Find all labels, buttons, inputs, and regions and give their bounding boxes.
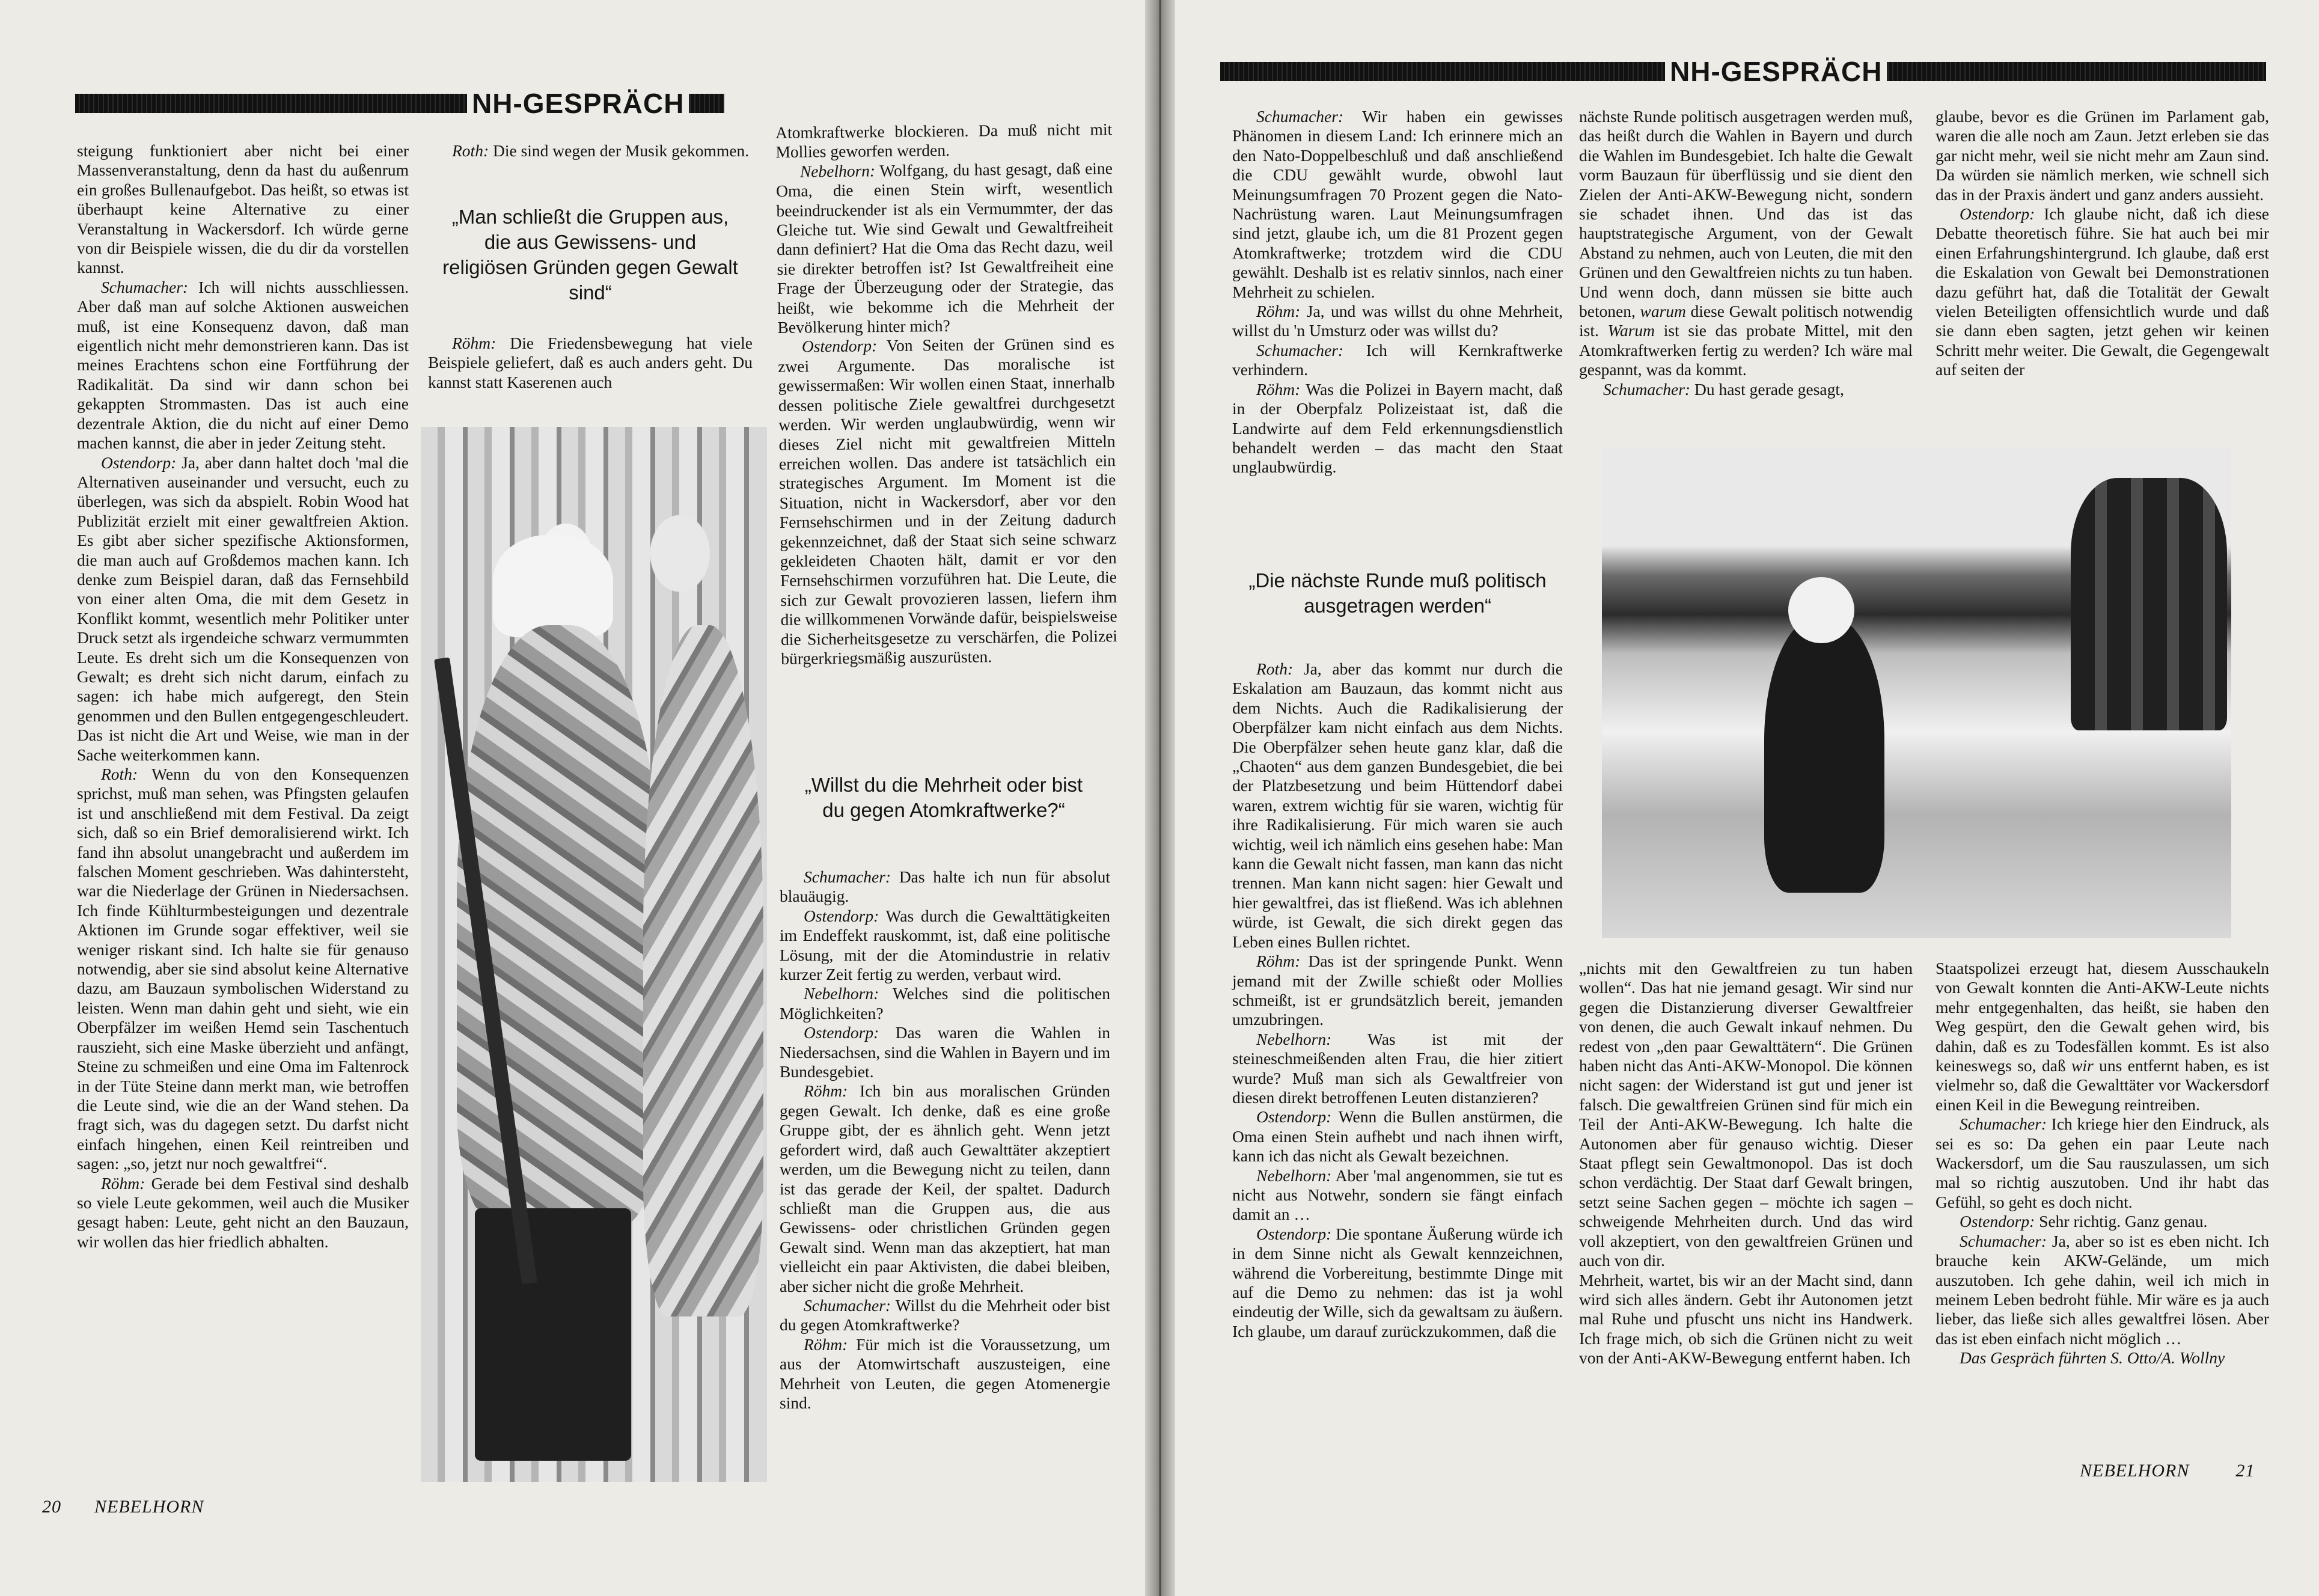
speaker-name: Röhm: bbox=[804, 1081, 848, 1101]
speaker-name: Nebelhorn: bbox=[1256, 1166, 1332, 1185]
left-column-3-top bbox=[775, 120, 1117, 668]
paragraph: Röhm: Das ist der springende Punkt. Wenn jemand mit der Zwille schießt oder Mollies schmeißt, ist er grundsätzlich bereit, jemanden umzubringen. bbox=[1232, 952, 1563, 1029]
speaker-name: Schumacher: bbox=[1960, 1231, 2047, 1250]
right-column-3-top bbox=[1936, 107, 2269, 380]
speaker-name: Ostendorp: bbox=[804, 1023, 879, 1042]
paragraph: Ostendorp: Sehr richtig. Ganz genau. bbox=[1960, 1212, 2208, 1231]
paragraph: Röhm: Ich bin aus moralischen Gründen gegen Gewalt. Ich denke, daß es eine große Gruppe gibt, der es ähnlich geht. Wenn jetzt gefordert wird, daß auch Gewalttäter akzeptiert werden, um die Bewegung nicht zu teilen, dann ist das gerade der Keil, der spaltet. Dadurch schließt man die Gruppen aus, die aus Gewissens- oder christlichen Gründen gegen Gewalt sind. Wenn man das akzeptiert, hat man vielleicht ein paar Aktivisten, die dabei bleiben, aber sicher nicht die große Mehrheit. bbox=[780, 1081, 1110, 1295]
speaker-name: Schumacher: bbox=[101, 277, 189, 296]
right-page-number: 21 bbox=[2235, 1461, 2255, 1481]
paragraph: Ostendorp: Was durch die Gewalttätigkeiten im Endeffekt rauskommt, ist, daß eine politische Lösung, mit der die Atomindustrie in relativ kurzer Zeit fertig zu werden, verbaut wird. bbox=[780, 906, 1110, 984]
left-column-2-middle bbox=[428, 334, 753, 392]
paragraph: Roth: Die sind wegen der Musik gekommen. bbox=[452, 141, 750, 160]
speaker-name: Röhm: bbox=[804, 1335, 848, 1354]
speaker-name: Ostendorp: bbox=[101, 453, 177, 472]
paragraph: Röhm: Gerade bei dem Festival sind deshalb so viele Leute gekommen, weil auch die Musiker gesagt haben: Leute, geht nicht an den Bauzaun, wir wollen das hier friedlich abhalten. bbox=[77, 1173, 409, 1251]
paragraph: Ostendorp: Wenn die Bullen anstürmen, die Oma einen Stein aufhebt und nach ihnen wirft, kann ich das nicht als Gewalt bezeichnen. bbox=[1232, 1107, 1563, 1166]
right-folio bbox=[2080, 1461, 2255, 1481]
photo-figure-second bbox=[643, 625, 763, 1316]
paragraph: Nebelhorn: Aber 'mal angenommen, sie tut es nicht aus Notwehr, sondern sie fängt einfach damit an … bbox=[1232, 1166, 1563, 1224]
right-header-title: NH-GESPRÄCH bbox=[1665, 57, 1887, 86]
paragraph: glaube, bevor es die Grünen im Parlament gab, waren die alle noch am Zaun. Jetzt erleben sie das gar nicht mehr, weil sie nicht mehr am Zaun sind. Da würden sie nämlich merken, wie schnell sich das in der Praxis ändert und ganz anders aussieht. bbox=[1936, 107, 2269, 204]
photo-figure-legs bbox=[475, 1208, 631, 1461]
speaker-name: Ostendorp: bbox=[1256, 1224, 1332, 1243]
paragraph: Schumacher: Ja, aber so ist es eben nicht. Ich brauche kein AKW-Gelände, um mich auszutoben. Ich gehe dahin, weil ich mich in meinem Leben bedroht fühle. Mir wäre es ja auch lieber, das ließe sich alles gewaltfrei lösen. Aber das ist eben einfach nicht möglich … bbox=[1936, 1231, 2269, 1348]
paragraph: Ostendorp: Ich glaube nicht, daß ich diese Debatte theoretisch führe. Sie hat auch bei mir einen Erfahrungshintergrund. Ich glaube, daß erst die Eskalation von Gewalt bei Demonstrationen dazu geführt hat, daß die Totalität der Gewalt vielen Beteiligten offensichtlich wurde und daß sie dann eben sagten, jetzt gehen wir keinen Schritt mehr weiter. Die Gewalt, die Gegengewalt auf seiten der bbox=[1936, 204, 2269, 379]
demonstrator-photo bbox=[1602, 448, 2231, 938]
left-header bbox=[75, 89, 724, 118]
left-folio bbox=[42, 1497, 204, 1517]
left-column-2-top bbox=[428, 141, 753, 161]
photo-figure-body bbox=[457, 625, 661, 1226]
paragraph: Ostendorp: Die spontane Äußerung würde ich in dem Sinne nicht als Gewalt kennzeichnen, während die Vorbereitung, bestimmte Dinge mit auf die Demo zu nehmen: das ist ja wohl eindeutig der Wille, sich da gewaltsam zu äußern. Ich glaube, um darauf zurückzukommen, daß die bbox=[1232, 1224, 1563, 1341]
speaker-name: Röhm: bbox=[1256, 302, 1301, 321]
right-magazine-name: NEBELHORN bbox=[2080, 1461, 2190, 1481]
speaker-name: Ostendorp: bbox=[1960, 1212, 2035, 1231]
paragraph: Röhm: Was die Polizei in Bayern macht, daß in der Oberpfalz Polizeistaat ist, daß die Landwirte auf dem Feld erkennungsdienstlich behandelt werden – das macht den Staat unglaubwürdig. bbox=[1232, 379, 1563, 477]
right-page bbox=[1175, 0, 2319, 1596]
speaker-name: Ostendorp: bbox=[1256, 1107, 1332, 1127]
speaker-name: Ostendorp: bbox=[804, 906, 879, 925]
speaker-name: Röhm: bbox=[1256, 379, 1301, 399]
speaker-name: Nebelhorn: bbox=[799, 161, 876, 181]
paragraph: Schumacher: Du hast gerade gesagt, bbox=[1603, 379, 1844, 399]
spine-gutter bbox=[1145, 0, 1175, 1596]
paragraph: Röhm: Die Friedensbewegung hat viele Beispiele geliefert, daß es auch anders geht. Du kannst statt Kaserenen auch bbox=[428, 334, 753, 391]
paragraph: steigung funktioniert aber nicht bei einer Massenveranstaltung, denn da hast du außenrum ein großes Bullenaufgebot. Das heißt, so etwas ist überhaupt keine Alternative zu einer Veranstaltung in Wackersdorf. Ich würde gerne von dir Beispiele wissen, die du dir da vorstellen kannst. bbox=[77, 141, 409, 277]
left-header-title: NH-GESPRÄCH bbox=[467, 89, 689, 118]
paragraph: Roth: Ja, aber das kommt nur durch die Eskalation am Bauzaun, das kommt nicht aus dem Nichts. Auch die Radikalisierung der Oberpfälzer kam nicht einfach aus dem Nichts. Die Oberpfälzer sehen heute ganz klar, daß die „Chaoten“ aus dem ganzen Bundesgebiet, die bei der Platzbesetzung und beim Hüttendorf dabei waren, extrem wichtig für sie waren, wichtig für ihre Radikalisierung. Für mich waren sie auch wichtig, weil ich nämlich eins gesehen habe: Man kann die Gewalt nicht fassen, man kann das nicht trennen. Man kann nicht sagen: hier Gewalt und hier gewaltfrei, das ist fließend. Was ich ablehnen würde, ist Gewalt, die sich direkt gegen das Leben eines Bullen richtet. bbox=[1232, 659, 1563, 951]
paragraph: Mehrheit, wartet, bis wir an der Macht sind, dann wird sich alles ändern. Gebt ihr Autonomen jetzt mal Ruhe und pfuscht uns nicht ins Handwerk. Ich frage mich, ob sich die Grünen nicht zu weit von der Anti-AKW-Bewegung entfernt haben. Ich bbox=[1579, 1270, 1913, 1368]
paragraph: Ostendorp: Das waren die Wahlen in Niedersachsen, sind die Wahlen in Bayern und im Bundesgebiet. bbox=[780, 1023, 1110, 1081]
speaker-name: Röhm: bbox=[101, 1173, 145, 1193]
left-column-1 bbox=[77, 141, 409, 1252]
paragraph: Nebelhorn: Welches sind die politischen Möglichkeiten? bbox=[780, 984, 1110, 1023]
paragraph: „nichts mit den Gewaltfreien zu tun haben wollen“. Das hat nie jemand gesagt. Wir sind nur gegen die Distanzierung diverser Gewaltfreier von denen, die auch Gewalt inkauf nehmen. Du redest von „den paar Gewalttätern“. Die Grünen haben nicht das Anti-AKW-Monopol. Die können nicht sagen: der Widerstand ist gut und jener ist falsch. Die gewaltfreien Grünen sind für mich ein Teil der Anti-AKW-Bewegung. Ich halte die Autonomen aber für genauso wichtig. Dieser Staat pflegt sein Gewaltmonopol. Das ist doch schon verdächtig. Der Staat darf Gewalt bringen, setzt seine Sachen gegen – möchte ich sagen – schweigende Mehrheiten durch. Und das wird voll akzeptiert, von den gewaltfreien Grünen und auch von dir. bbox=[1579, 959, 1913, 1270]
paragraph: Schumacher: Willst du die Mehrheit oder bist du gegen Atomkraftwerke? bbox=[780, 1295, 1110, 1335]
speaker-name: Nebelhorn: bbox=[804, 984, 879, 1003]
speaker-name: Schumacher: bbox=[1256, 107, 1344, 126]
left-pull-quote-2: „Willst du die Mehrheit oder bist du gegen Atomkraftwerke?“ bbox=[804, 774, 1083, 821]
paragraph: Röhm: Für mich ist die Voraussetzung, um aus der Atomwirtschaft auszusteigen, eine Mehrheit von Leuten, die gegen Atomenergie sind. bbox=[780, 1335, 1110, 1412]
right-column-1-bottom bbox=[1232, 659, 1563, 1341]
left-pull-quote-1: „Man schließt die Gruppen aus, die aus Gewissens- und religiösen Gründen gegen Gewalt sind“ bbox=[442, 206, 738, 304]
speaker-name: Schumacher: bbox=[1960, 1114, 2047, 1134]
speaker-name: Röhm: bbox=[1256, 952, 1301, 971]
paragraph: nächste Runde politisch ausgetragen werden muß, das heißt durch die Wahlen in Bayern und durch die Wahlen im Bundesgebiet. Ich halte die Gewalt vorm Bauzaun für überflüssig und sie dient den Zielen der Anti-AKW-Bewegung nicht, sondern sie schadet ihnen. Und das ist das hauptstrategische Argument, von der Gewalt Abstand zu nehmen, auch von Leuten, die mit den Grünen und den Gewaltfreien nichts zu tun haben. Und wenn doch, dann müssen sie bitte auch betonen, warum diese Gewalt politisch notwendig ist. Warum ist sie das probate Mittel, mit den Atomkraftwerken fertig zu werden? Ich wäre mal gespannt, was da kommt. bbox=[1579, 107, 1913, 379]
left-page-number: 20 bbox=[42, 1497, 61, 1517]
paragraph: Schumacher: Das halte ich nun für absolut blauäugig. bbox=[780, 867, 1110, 906]
paragraph: Schumacher: Ich kriege hier den Eindruck, als sei es so: Da gehen ein paar Leute nach Wackersdorf, um die Sau rauszulassen, um sich mal so richtig auszutoben. Und ihr habt das Gefühl, so geht es doch nicht. bbox=[1936, 1114, 2269, 1211]
paragraph: Schumacher: Ich will Kernkraftwerke verhindern. bbox=[1232, 340, 1563, 379]
paragraph: Das Gespräch führten S. Otto/A. Wollny bbox=[1960, 1348, 2225, 1368]
speaker-name: Roth: bbox=[101, 765, 138, 783]
left-magazine-name: NEBELHORN bbox=[94, 1497, 204, 1517]
paragraph: Staatspolizei erzeugt hat, diesem Ausschaukeln von Gewalt konnten die Anti-AKW-Leute nichts mehr entgegenhalten, das heißt, sie haben den Weg gespürt, den die Gewalt gehen wird, bis dahin, daß es zu Todesfällen kommt. Es ist also keineswegs so, daß wir uns entfernt haben, es ist vielmehr so, daß die Gewalttäter vor Wackersdorf einen Keil in die Bewegung reintreiben. bbox=[1936, 959, 2270, 1114]
photo-figure-helmet bbox=[493, 535, 613, 637]
speaker-name: Schumacher: bbox=[804, 867, 891, 886]
paragraph: Ostendorp: Ja, aber dann haltet doch 'mal die Alternativen auseinander und versucht, euch zu überlegen, was sich da abspielt. Robin Wood hat Publizität erzielt mit einer gewaltfreien Aktion. Es gibt aber sicher spezifische Aktionsformen, die man auch auf Großdemos machen kann. Ich denke zum Beispiel daran, daß das Fernsehbild von einer alten Oma, die mit dem Gesetz in Konflikt kommt, wesentlich mehr Politiker unter Druck setzt als irgendeiche schwarz vermummten Leute. Es dreht sich um die Konsequenzen von Gewalt; es dreht sich nicht darum, einfach zu sagen: ich habe mich aufgeregt, den Stein genommen und den Bullen entgegengeschleudert. Das ist nicht die Art und Weise, wie man in der Sache weiterkommen kann. bbox=[77, 453, 409, 764]
paragraph: Ostendorp: Von Seiten der Grünen sind es zwei Argumente. Das moralische ist gewissermaßen: Wir wollen einen Staat, innerhalb dessen politische Ziele gewaltfrei durchgesetzt werden. Wir werden unglaubwürdig, wenn wir dieses Ziel nicht mit gewaltfreien Mitteln erreichen wollen. Das andere ist tatsächlich ein strategisches Argument. Im Moment ist die Situation, nicht in Wackersdorf, aber vor den Fernsehschirmen und in der Zeitung dadurch gekennzeichnet, daß der Staat sich seine schwarz gekleideten Chaoten hält, damit er vor den Fernsehschirmen vorzuführen hat. Die Leute, die sich zur Gewalt provozieren lassen, liefern ihm die willkommenen Vorwände dafür, beispielsweise die Sicherheitsgesetze zu verschärfen, die Polizei bürgerkriegsmäßig auszurüsten. bbox=[778, 334, 1118, 668]
paragraph: Atomkraftwerke blockieren. Da muß nicht mit Mollies geworfen werden. bbox=[775, 120, 1113, 162]
paragraph: Röhm: Ja, und was willst du ohne Mehrheit, willst du 'n Umsturz oder was willst du? bbox=[1232, 302, 1563, 340]
photo-thrower-head bbox=[1788, 577, 1854, 643]
speaker-name: Röhm: bbox=[452, 334, 496, 352]
paragraph: Schumacher: Ich will nichts ausschliessen. Aber daß man auf solche Aktionen ausweichen muß, ist eine Konsequenz davon, daß man eigentlich nicht mehr demonstrieren kann. Das ist meines Erachtens schon eine Fortführung der Radikalität. Da sind wir dann schon bei gekappten Strommasten. Das ist auch eine dezentrale Aktion, die du nicht auf einer Demo machen kannst, die aber in jeder Zeitung steht. bbox=[77, 277, 409, 453]
speaker-name: Roth: bbox=[1256, 659, 1294, 678]
paragraph: Nebelhorn: Wolfgang, du hast gesagt, daß eine Oma, die einen Stein wirft, wesentlich beeindruckender ist als ein Vermummter, der das Gleiche tut. Wie sind Gewalt und Gewaltfreiheit dann definiert? Hat die Oma das Recht dazu, weil sie direkter betroffen ist? Ist Gewaltfreiheit eine Frage der Überzeugung oder der Strategie, das heißt, wie bekomme ich die Mehrheit der Bevölkerung hinter mich? bbox=[776, 158, 1114, 337]
photo-police-group bbox=[2071, 478, 2227, 730]
right-column-3-bottom bbox=[1936, 959, 2269, 1368]
photo-thrower-figure bbox=[1764, 616, 1884, 893]
riot-police-photo bbox=[421, 427, 766, 1482]
left-column-3-bottom bbox=[780, 867, 1110, 1413]
speaker-name: Schumacher: bbox=[804, 1295, 891, 1315]
speaker-name: Ostendorp: bbox=[801, 336, 878, 356]
paragraph: Roth: Wenn du von den Konsequenzen sprichst, muß man sehen, was Pfingsten gelaufen ist und anschließend mit dem Festival. Da zeigt sich, daß so ein Brief demoralisierend wirkt. Ich fand ihn absolut unangebracht und außerdem im falschen Moment geschrieben. Was dahintersteht, war die Niederlage der Grünen in Niedersachsen. Ich finde Kühlturmbesteigungen und dezentrale Aktionen im Grunde sogar effektiver, weil sie weniger riskant sind. Ich halte sie für genauso notwendig, aber sie sind absolut keine Alternative dazu, am Bauzaun symbolischen Widerstand zu leisten. Wenn man dahin geht und sieht, wie ein Oberpfälzer im weißen Hemd sein Taschentuch rauszieht, sich eine Maske überzieht und anfängt, Steine zu schmeißen und eine Oma im Faltenrock in der Tüte Steine dann merkt man, wie betroffen die Leute sind, wie die an der Wand stehen. Da fragt sich, was du dagegen setzt. Du darfst nicht einfach hingehen, einen Keil reintreiben und sagen: „so, jetzt nur noch gewaltfrei“. bbox=[77, 765, 409, 1173]
right-column-1-top bbox=[1232, 107, 1563, 477]
right-column-2-bottom bbox=[1579, 959, 1913, 1368]
right-column-2-top bbox=[1579, 107, 1913, 399]
left-page bbox=[0, 0, 1145, 1596]
paragraph: Nebelhorn: Was ist mit der steineschmeißenden alten Frau, die hier zitiert wurde? Muß man sich als Gewaltfreier von diesen direkt betroffenen Leuten distanzieren? bbox=[1232, 1029, 1563, 1107]
speaker-name: Nebelhorn: bbox=[1256, 1029, 1332, 1048]
right-header bbox=[1220, 57, 2266, 86]
speaker-name: Ostendorp: bbox=[1960, 204, 2035, 224]
speaker-name: Schumacher: bbox=[1256, 340, 1344, 359]
speaker-name: Roth: bbox=[452, 141, 489, 160]
right-pull-quote: „Die nächste Runde muß politisch ausgetragen werden“ bbox=[1248, 569, 1547, 617]
speaker-name: Schumacher: bbox=[1603, 379, 1691, 399]
paragraph: Schumacher: Wir haben ein gewisses Phänomen in diesem Land: Ich erinnere mich an den Nato-Doppelbeschluß und daß anschließend die CDU gewählt wurde, obwohl laut Meinungsumfragen 70 Prozent gegen die Nato-Nachrüstung waren. Laut Meinungsumfragen sind jetzt, glaube ich, um die 81 Prozent gegen Atomkraftwerke; trotzdem wird die CDU gewählt. Deshalb ist es relativ sinnlos, nach einer Mehrheit zu schielen. bbox=[1232, 107, 1563, 301]
